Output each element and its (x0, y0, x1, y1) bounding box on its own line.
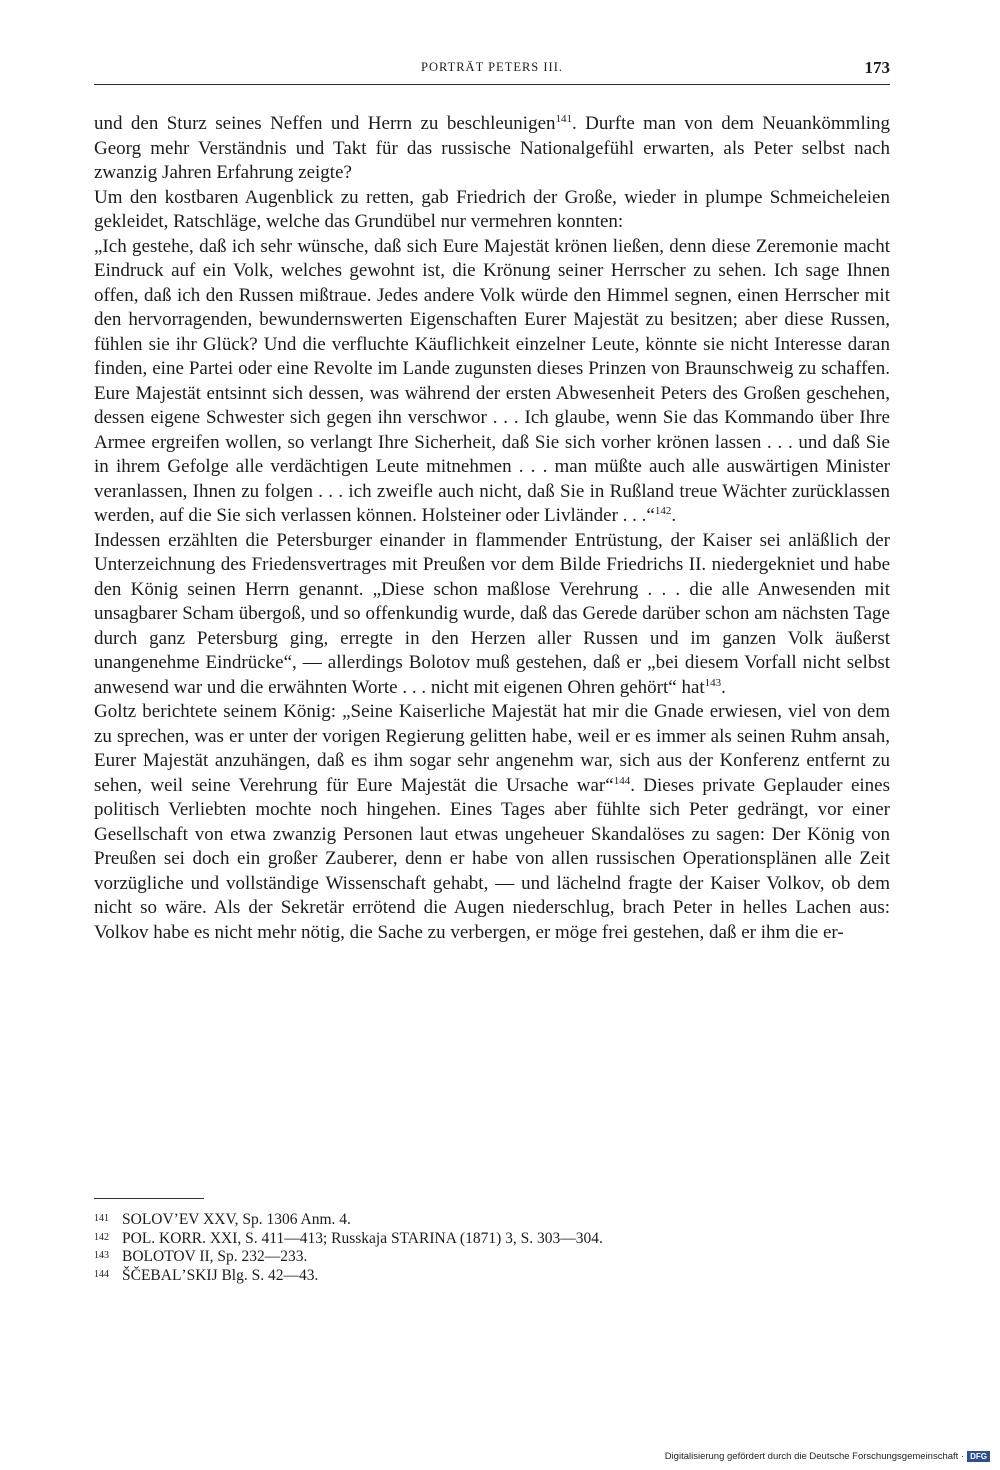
footnote-ref: 142 (654, 505, 672, 517)
footnote-text: SOLOVʼEV XXV, Sp. 1306 Anm. 4. (122, 1211, 351, 1228)
footnote-ref: 144 (613, 774, 631, 787)
footnote-rule (94, 1198, 204, 1199)
footnote-number: 143 (94, 1250, 109, 1261)
dfg-credit: Digitalisierung gefördert durch die Deutsche Forschungsgemeinschaft · (664, 1451, 965, 1462)
paragraph (94, 186, 890, 235)
footnote-number: 142 (94, 1231, 109, 1243)
paragraph (94, 112, 890, 186)
text-run: Goltz berichtete seinem König: „Seine Kaiserliche Majestät hat mir die Gnade erwiesen, viel von dem zu sprechen, was er unter der vorigen Regierung gelitten habe, weil er es immer als seinen Ruhm ansah, Eurer Majestät anzuhängen, daß es ihm sogar sehr angenehm war, sich aus der Konferenz entfernt zu sehen, weil seine Verehrung für Eure Majestät die Ursache war“ (94, 701, 890, 796)
text-run: Indessen erzählten die Petersburger einander in flammender Entrüstung, der Kaiser sei anläßlich der Unterzeichnung des Friedensvertrages mit Preußen vor dem Bilde Friedrichs II. niedergekniet und habe den König seinen Herrn genannt. „Diese schon maßlose Verehrung . . . die alle Anwesenden mit unsagbarer Scham übergoß, und so offenkundig wurde, daß das Gerede darüber schon am nächsten Tage durch ganz Petersburg ging, erregte in den Herzen aller Russen und im ganzen Volk äußerst unangenehme Eindrücke“, — allerdings Bolotov muß gestehen, daß er „bei diesem Vorfall nicht selbst anwesend war und die erwähnten Worte . . . nicht mit eigenen Ohren gehört“ hat (94, 529, 890, 698)
footnote-text: ŠČEBALʼSKIJ Blg. S. 42—43. (122, 1266, 319, 1284)
footnote (94, 1266, 890, 1285)
paragraph (94, 235, 890, 529)
paragraph (94, 700, 890, 945)
footnote-number: 144 (94, 1268, 109, 1280)
text-run: „Ich gestehe, daß ich sehr wünsche, daß sich Eure Majestät krönen ließen, denn diese Zeremonie macht Eindruck auf ein Volk, welches gewohnt ist, die Krönung seiner Herrscher zu sehen. Ich sage Ihnen offen, daß ich den Russen mißtraue. Jedes andere Volk würde den Himmel segnen, einen Herrscher mit den hervorragenden, bewundernswerten Eigenschaften Eurer Majestät zu besitzen; aber diese Russen, fühlen sie ihr Glück? Und die verfluchte Käuflichkeit einzelner Leute, könnte sie nicht Interesse daran finden, eine Partei oder eine Revolte im Lande zugunsten dieses Prinzen von Braunschweig zu schaffen. Eure Majestät entsinnt sich dessen, was während der ersten Abwesenheit Peters des Großen geschehen, dessen eigene Schwester sich gegen ihn verschwor . . . Ich glaube, wenn Sie das Kommando über Ihre Armee ergreifen wollen, so verlangt Ihre Sicherheit, daß Sie sich vorher krönen lassen . . . und daß Sie in ihrem Gefolge alle verdächtigen Leute mitnehmen . . . man müßte auch alle auswärtigen Minister veranlassen, Ihnen zu folgen . . . ich zweifle auch nicht, daß Sie in Rußland treue Wächter zurücklassen werden, auf die Sie sich verlassen können. Holsteiner oder Livländer . . .“ (94, 235, 890, 526)
text-run: . Durfte man von dem Neuankömmling Georg mehr Verständnis und Takt für das russische Nationalgefühl erwarten, als Peter selbst nach zwanzig Jahren Erfahrung zeigte? (94, 113, 891, 183)
footnote (94, 1247, 890, 1266)
running-head: PORTRÄT PETERS III. (421, 60, 563, 74)
footnote-text: POL. KORR. XXI, S. 411—413; Russkaja STARINA (1871) 3, S. 303—304. (122, 1229, 603, 1247)
footnote-number: 141 (94, 1213, 109, 1224)
page-number: 173 (864, 58, 890, 77)
text-run: . Dieses private Geplauder eines politisch Verliebten mochte noch hingehen. Eines Tages aber fühlte sich Peter gedrängt, vor einer Gesellschaft von etwa zwanzig Personen laut etwas ungeheuer Skandalöses zu sagen: Der König von Preußen sei doch ein großer Zauberer, denn er habe von allen russischen Operationsplänen alle Zeit vorzügliche und vollständige Wissenschaft gehabt, — und lächelnd fragte der Kaiser Volkov, ob dem nicht so wäre. Als der Sekretär errötend die Augen niederschlug, brach Peter in helles Lachen aus: Volkov habe es nicht mehr nötig, die Sache zu verbergen, er möge frei gestehen, daß er ihm die er- (94, 774, 890, 943)
text-run: . (671, 505, 677, 526)
paragraph (94, 529, 890, 701)
text-run: Um den kostbaren Augenblick zu retten, gab Friedrich der Große, wieder in plumpe Schmeicheleien gekleidet, Ratschläge, welche das Grundübel nur vermehren konnten: (94, 186, 890, 232)
footnotes (94, 1210, 890, 1284)
footnote-ref: 141 (555, 113, 573, 125)
text-run: . (721, 676, 726, 698)
dfg-logo: DFG (967, 1451, 990, 1462)
footnote (94, 1210, 890, 1229)
footnote-ref: 143 (704, 676, 722, 689)
text-run: und den Sturz seines Neffen und Herrn zu beschleunigen (94, 113, 556, 134)
dfg-footer (665, 1451, 990, 1465)
body-text (94, 112, 890, 945)
footnote (94, 1229, 890, 1248)
running-header (94, 58, 890, 85)
footnote-text: BOLOTOV II, Sp. 232—233. (122, 1248, 308, 1265)
